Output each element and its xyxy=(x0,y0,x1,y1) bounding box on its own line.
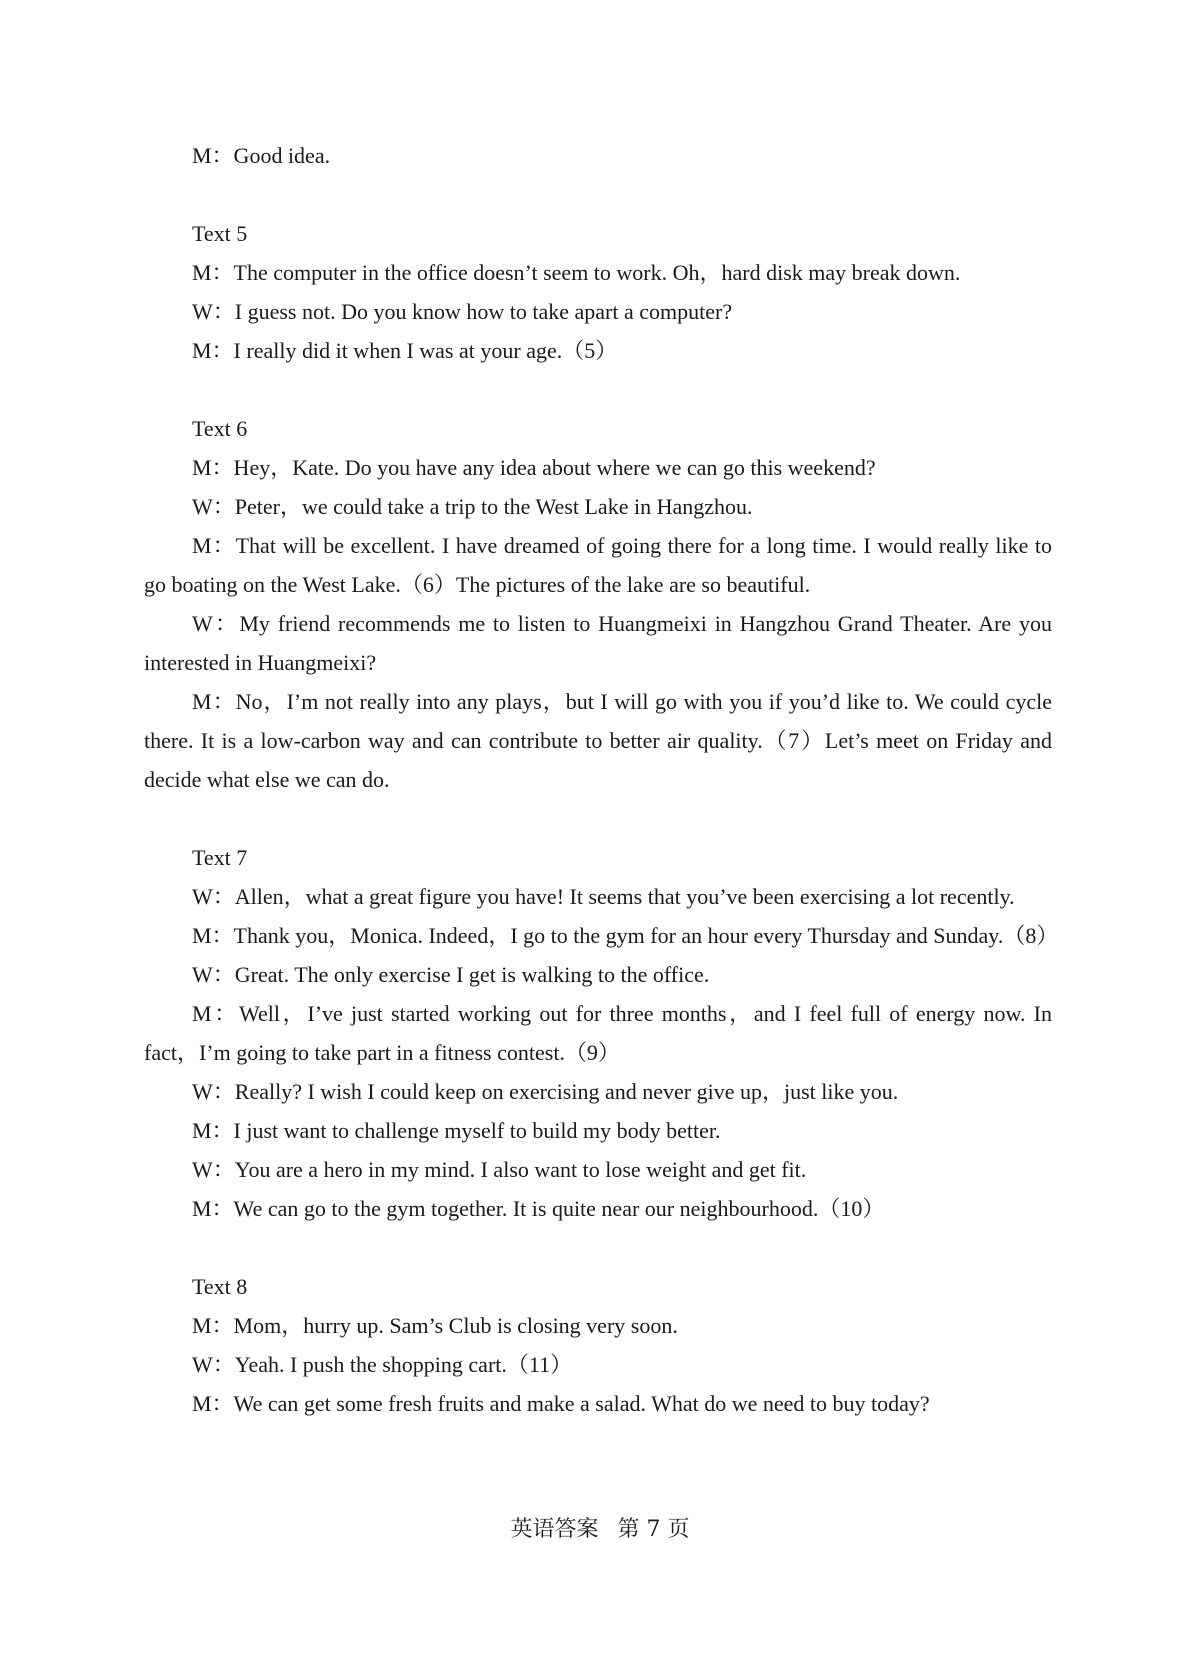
dialogue-line: W：Allen，what a great figure you have! It seems that you’ve been exercising a lot recently. xyxy=(192,884,1015,909)
section-title: Text 8 xyxy=(192,1274,248,1299)
dialogue-line: M：Good idea. xyxy=(192,143,331,168)
section-title: Text 6 xyxy=(192,416,248,441)
section-gap xyxy=(144,799,1052,838)
dialogue-line: M：No，I’m not really into any plays，but I will go with you if you’d like to. We could cycle there. It is a low-carbon way and can contribute to better air quality.（7）Let’s meet on Friday and decide what else we can do. xyxy=(144,689,1052,792)
footer-page-number: 第 7 页 xyxy=(617,1517,690,1542)
dialogue-line: M：Well，I’ve just started working out for three months，and I feel full of energy now. In fact，I’m going to take part in a fitness contest.（9） xyxy=(144,1001,1052,1065)
dialogue-line: M：We can go to the gym together. It is quite near our neighbourhood.（10） xyxy=(192,1196,885,1221)
section-gap xyxy=(144,175,1052,214)
document-body xyxy=(144,136,1059,1423)
dialogue-line: W：Yeah. I push the shopping cart.（11） xyxy=(192,1352,573,1377)
dialogue-line: M：The computer in the office doesn’t seem to work. Oh，hard disk may break down. xyxy=(192,260,961,285)
dialogue-line: M：Thank you，Monica. Indeed，I go to the gym for an hour every Thursday and Sunday.（8） xyxy=(192,923,1059,948)
page-footer xyxy=(0,1512,1200,1548)
dialogue-line: W：Really? I wish I could keep on exercising and never give up，just like you. xyxy=(192,1079,899,1104)
dialogue-line: W：I guess not. Do you know how to take apart a computer? xyxy=(192,299,733,324)
section-title: Text 5 xyxy=(192,221,248,246)
dialogue-line: W：My friend recommends me to listen to Huangmeixi in Hangzhou Grand Theater. Are you interested in Huangmeixi? xyxy=(144,611,1052,675)
section-gap xyxy=(144,370,1052,409)
dialogue-line: M：I really did it when I was at your age.（5） xyxy=(192,338,618,363)
section-gap xyxy=(144,1228,1052,1267)
dialogue-line: M：We can get some fresh fruits and make a salad. What do we need to buy today? xyxy=(192,1391,930,1416)
dialogue-line: M：I just want to challenge myself to build my body better. xyxy=(192,1118,721,1143)
dialogue-line: W：Great. The only exercise I get is walking to the office. xyxy=(192,962,710,987)
dialogue-line: M：That will be excellent. I have dreamed of going there for a long time. I would really like to go boating on the West Lake.（6）The pictures of the lake are so beautiful. xyxy=(144,533,1052,597)
section-title: Text 7 xyxy=(192,845,248,870)
dialogue-line: W：Peter，we could take a trip to the West Lake in Hangzhou. xyxy=(192,494,753,519)
dialogue-line: W：You are a hero in my mind. I also want to lose weight and get fit. xyxy=(192,1157,807,1182)
footer-subject: 英语答案 xyxy=(510,1517,599,1542)
dialogue-line: M：Mom，hurry up. Sam’s Club is closing very soon. xyxy=(192,1313,678,1338)
dialogue-line: M：Hey，Kate. Do you have any idea about where we can go this weekend? xyxy=(192,455,876,480)
